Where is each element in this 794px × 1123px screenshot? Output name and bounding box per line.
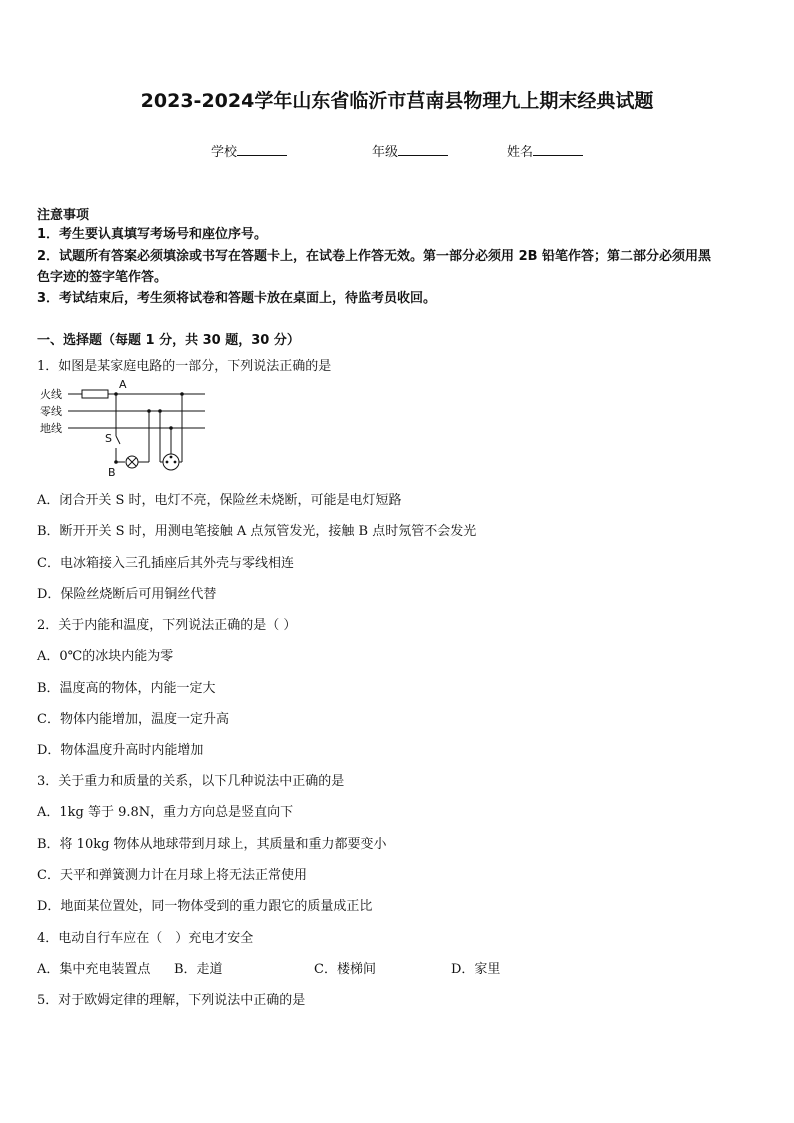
question-1-option-c: C．电冰箱接入三孔插座后其外壳与零线相连	[37, 556, 294, 571]
name-field	[507, 141, 583, 160]
question-3-option-b: B．将 10kg 物体从地球带到月球上，其质量和重力都要变小	[37, 837, 387, 852]
question-3-option-a: A．1kg 等于 9.8N，重力方向总是竖直向下	[37, 805, 294, 820]
question-4-option-d: D．家里	[451, 962, 501, 977]
point-a-label: A	[119, 378, 127, 391]
question-3-option-c: C．天平和弹簧测力计在月球上将无法正常使用	[37, 868, 307, 883]
question-5-stem: 5．对于欧姆定律的理解，下列说法中正确的是	[37, 993, 306, 1008]
question-4-stem: 4．电动自行车应在（ ）充电才安全	[37, 931, 254, 946]
notes-heading: 注意事项	[37, 208, 90, 223]
grade-blank	[398, 141, 448, 156]
neutral-wire-label: 零线	[40, 405, 62, 418]
note-item: 2．试题所有答案必须填涂或书写在答题卡上，在试卷上作答无效。第一部分必须用 2B 铅笔作答；第二部分必须用黑	[37, 249, 712, 264]
question-2-stem: 2．关于内能和温度，下列说法正确的是（ ）	[37, 618, 297, 633]
note-item: 色字迹的签字笔作答。	[37, 270, 168, 285]
question-3-option-d: D．地面某位置处，同一物体受到的重力跟它的质量成正比	[37, 899, 373, 914]
ground-wire-label: 地线	[40, 422, 62, 435]
grade-label: 年级	[372, 145, 399, 160]
question-3-stem: 3．关于重力和质量的关系，以下几种说法中正确的是	[37, 774, 345, 789]
live-wire-label: 火线	[40, 388, 62, 401]
name-blank	[533, 141, 583, 156]
question-4-options	[37, 958, 500, 977]
point-b-label: B	[108, 466, 116, 479]
note-item: 1．考生要认真填写考场号和座位序号。	[37, 227, 268, 242]
school-label: 学校	[211, 145, 238, 160]
question-4-option-a: A．集中充电装置点	[37, 962, 151, 977]
note-item: 3．考试结束后，考生须将试卷和答题卡放在桌面上，待监考员收回。	[37, 291, 437, 306]
switch-label: S	[105, 432, 112, 445]
circuit-diagram	[40, 376, 210, 480]
grade-field	[372, 141, 448, 160]
question-1-stem: 1．如图是某家庭电路的一部分，下列说法正确的是	[37, 359, 332, 374]
fuse-icon	[82, 390, 108, 398]
question-2-option-a: A．0℃的冰块内能为零	[37, 649, 174, 664]
school-blank	[237, 141, 287, 156]
question-2-option-b: B．温度高的物体，内能一定大	[37, 681, 216, 696]
question-4-option-c: C．楼梯间	[314, 962, 376, 977]
name-label: 姓名	[507, 145, 534, 160]
school-field	[211, 141, 287, 160]
page-title: 2023-2024学年山东省临沂市莒南县物理九上期末经典试题	[140, 90, 654, 112]
question-2-option-d: D．物体温度升高时内能增加	[37, 743, 204, 758]
question-1-option-b: B．断开开关 S 时，用测电笔接触 A 点氖管发光，接触 B 点时氖管不会发光	[37, 524, 477, 539]
question-4-option-b: B．走道	[174, 962, 223, 977]
section-heading: 一、选择题（每题 1 分，共 30 题，30 分）	[37, 333, 300, 348]
question-1-option-a: A．闭合开关 S 时，电灯不亮，保险丝未烧断，可能是电灯短路	[37, 493, 402, 508]
question-1-option-d: D．保险丝烧断后可用铜丝代替	[37, 587, 217, 602]
question-2-option-c: C．物体内能增加，温度一定升高	[37, 712, 229, 727]
